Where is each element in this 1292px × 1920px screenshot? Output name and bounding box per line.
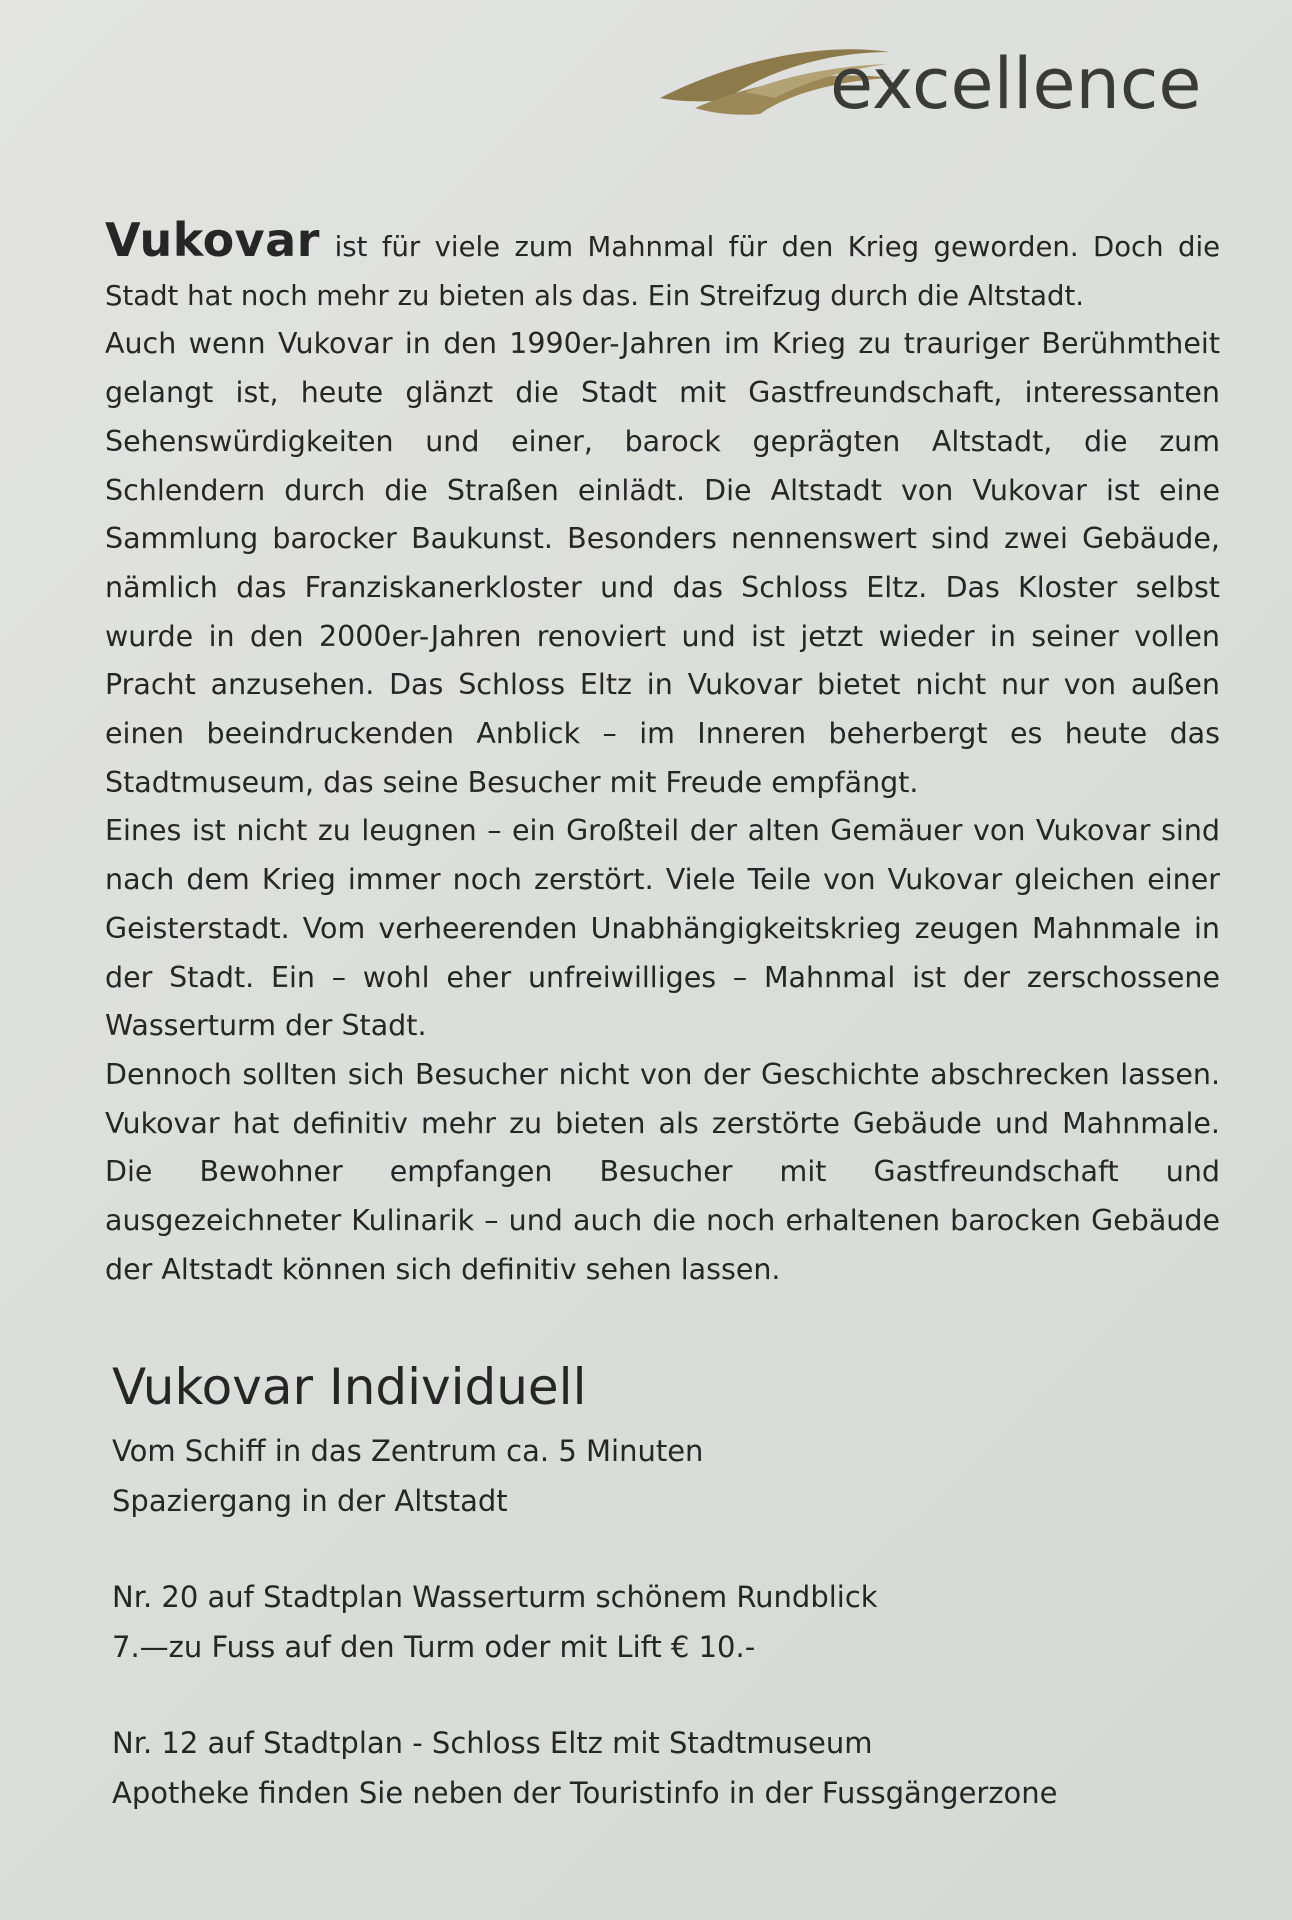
body-paragraph-2: Eines ist nicht zu leugnen – ein Großteil der alten Gemäuer von Vukovar sind nach dem Krieg immer noch zerstört. Viele Teile von Vukovar gleichen einer Geisterstadt. Vom verheerenden Unabhängigkeitskrieg zeugen Mahnmale in der Stadt. Ein – wohl eher unfreiwilliges – Mahnmal ist der zerschossene Wasserturm der Stadt.: [105, 814, 1220, 1043]
info-line: Apotheke finden Sie neben der Touristinfo in der Fussgängerzone: [112, 1776, 1058, 1810]
body-paragraph-3: Dennoch sollten sich Besucher nicht von der Geschichte abschrecken lassen. Vukovar hat definitiv mehr zu bieten als zerstörte Gebäude und Mahnmale. Die Bewohner empfangen Besucher mit Gastfreundschaft und ausgezeichneter Kulinarik – und auch die noch erhaltenen barocken Gebäude der Altstadt können sich definitiv sehen lassen.: [105, 1057, 1220, 1286]
info-line: 7.—zu Fuss auf den Turm oder mit Lift € 10.-: [112, 1630, 756, 1664]
article: [105, 213, 1221, 1294]
info-line: Nr. 20 auf Stadtplan Wasserturm schönem Rundblick: [112, 1580, 878, 1614]
spacer: [112, 1672, 1212, 1718]
intro-subtitle: ist für viele zum Mahnmal für den Krieg geworden. Doch die Stadt hat noch mehr zu bieten als das. Ein Streifzug durch die Altstadt.: [105, 231, 1221, 312]
body-paragraph-1: Auch wenn Vukovar in den 1990er-Jahren im Krieg zu trauriger Berühmtheit gelangt ist, heute glänzt die Stadt mit Gastfreundschaft, interessanten Sehenswürdigkeiten und einer, barock geprägten Altstadt, die zum Schlendern durch die Straßen einlädt. Die Altstadt von Vukovar ist eine Sammlung barocker Baukunst. Besonders nennenswert sind zwei Gebäude, nämlich das Franziskanerkloster und das Schloss Eltz. Das Kloster selbst wurde in den 2000er-Jahren renoviert und ist jetzt wieder in seiner vollen Pracht anzusehen. Das Schloss Eltz in Vukovar bietet nicht nur von außen einen beeindruckenden Anblick – im Inneren beherbergt es heute das Stadtmuseum, das seine Besucher mit Freude empfängt.: [105, 327, 1220, 799]
individual-section: [112, 1352, 1212, 1818]
brand-name: excellence: [830, 43, 1202, 125]
intro-paragraph: [105, 213, 1221, 320]
section-title: Vukovar Individuell: [112, 1358, 587, 1416]
spacer: [112, 1526, 1212, 1572]
info-line: Spaziergang in der Altstadt: [112, 1484, 508, 1518]
info-line: Nr. 12 auf Stadtplan - Schloss Eltz mit Stadtmuseum: [112, 1726, 873, 1760]
info-line: Vom Schiff in das Zentrum ca. 5 Minuten: [112, 1434, 704, 1468]
excellence-logo: [655, 30, 1235, 130]
intro-title: Vukovar: [105, 213, 320, 267]
